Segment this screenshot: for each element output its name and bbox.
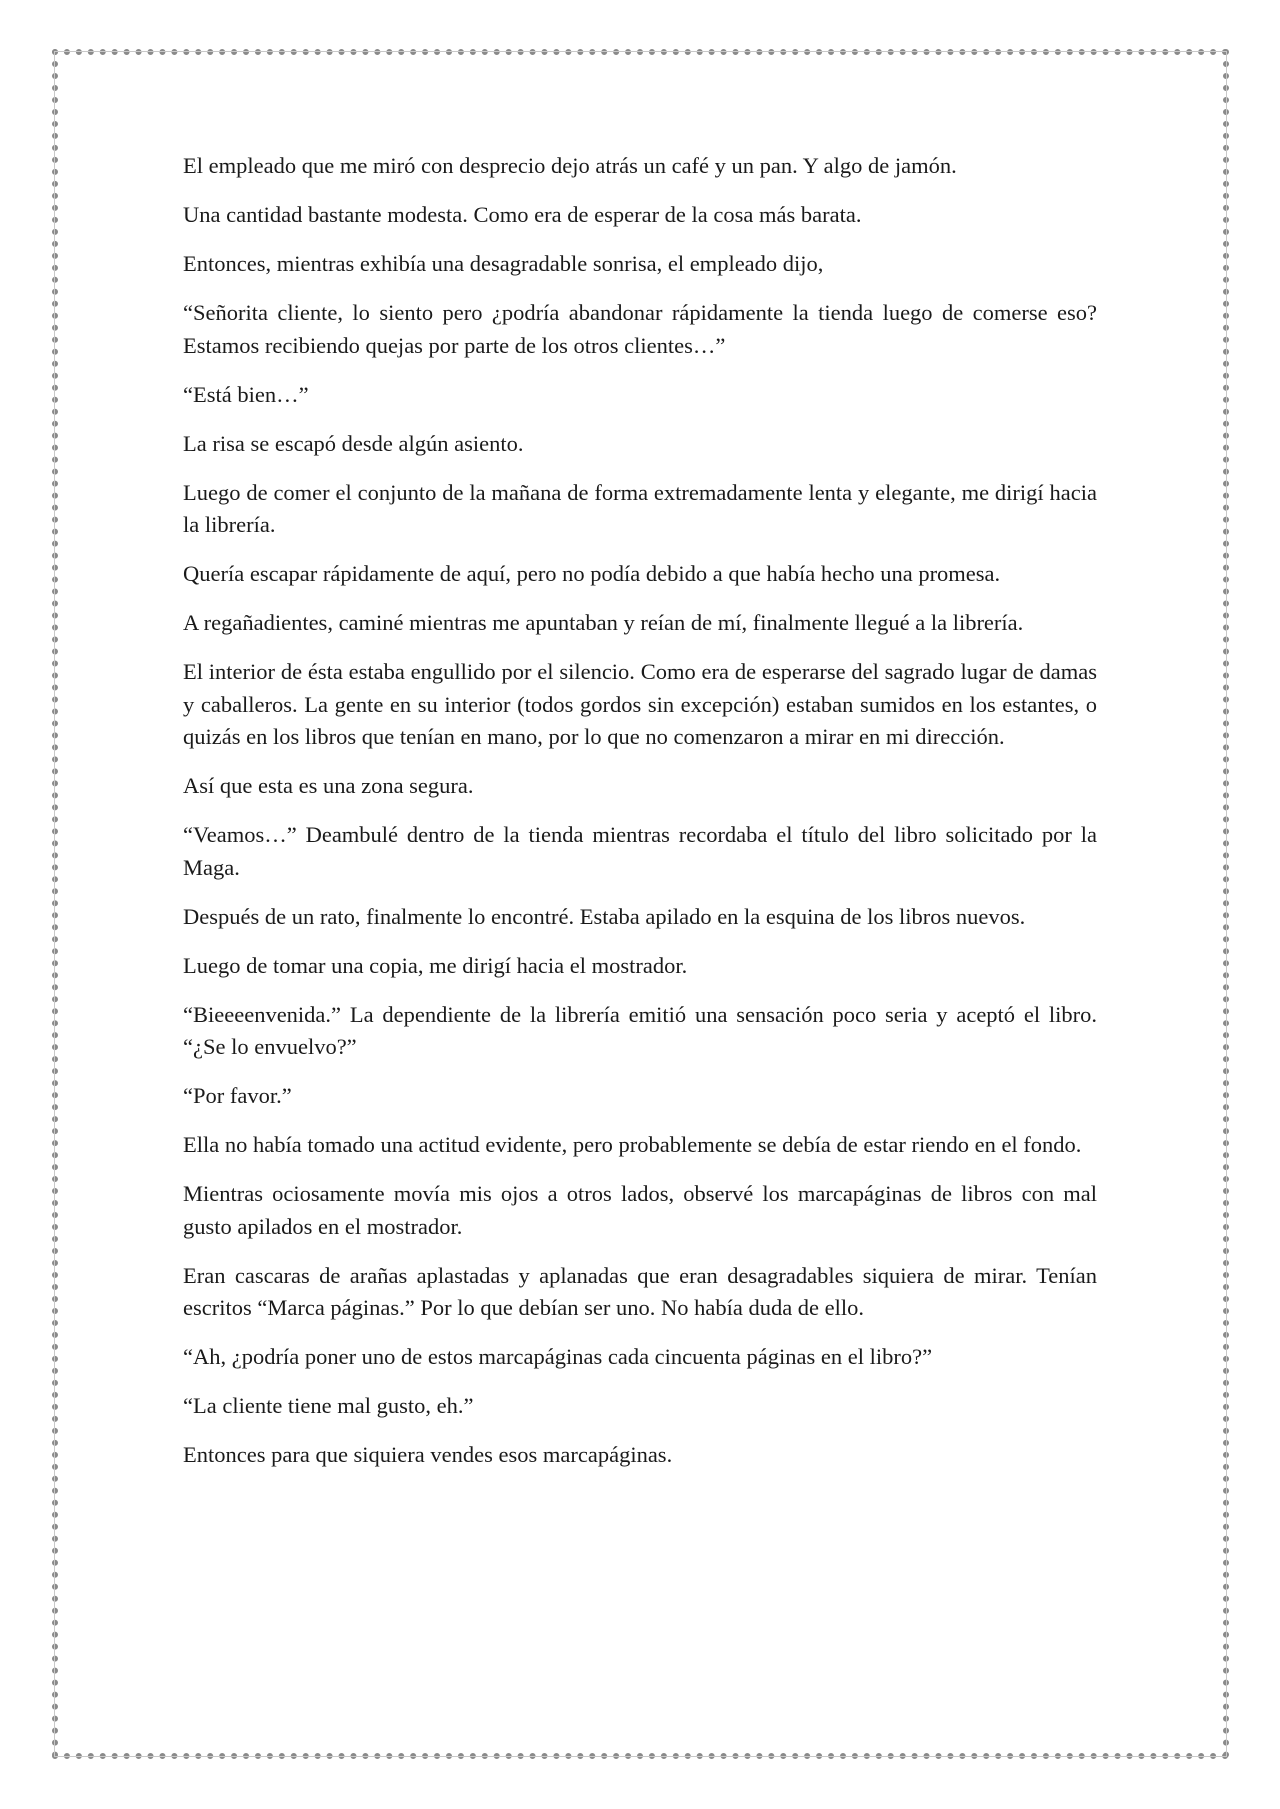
- paragraph: El interior de ésta estaba engullido por el silencio. Como era de esperarse del sagrado lugar de damas y caballeros. La gente en su interior (todos gordos sin excepción) estaban sumidos en los estantes, o quizás en los libros que tenían en mano, por lo que no comenzaron a mirar en mi dirección.: [183, 659, 1097, 749]
- paragraph: Luego de tomar una copia, me dirigí hacia el mostrador.: [183, 952, 688, 978]
- paragraph: “La cliente tiene mal gusto, eh.”: [183, 1393, 474, 1418]
- paragraph: Entonces para que siquiera vendes esos marcapáginas.: [183, 1442, 673, 1467]
- paragraph: A regañadientes, caminé mientras me apuntaban y reían de mí, finalmente llegué a la librería.: [183, 610, 1024, 635]
- paragraph: Eran cascaras de arañas aplastadas y aplanadas que eran desagradables siquiera de mirar. Tenían escritos “Marca páginas.” Por lo que debían ser uno. No había duda de ello.: [183, 1262, 1097, 1320]
- paragraph: La risa se escapó desde algún asiento.: [183, 430, 524, 456]
- paragraph: Así que esta es una zona segura.: [183, 773, 474, 798]
- paragraph: Quería escapar rápidamente de aquí, pero no podía debido a que había hecho una promesa.: [183, 561, 1001, 586]
- paragraph: “Veamos…” Deambulé dentro de la tienda mientras recordaba el título del libro solicitado por la Maga.: [183, 822, 1097, 880]
- paragraph: “Ah, ¿podría poner uno de estos marcapáginas cada cincuenta páginas en el libro?”: [183, 1344, 933, 1369]
- document-body: [183, 150, 1097, 1488]
- paragraph: “Bieeeenvenida.” La dependiente de la librería emitió una sensación poco seria y aceptó el libro. “¿Se lo envuelvo?”: [183, 1001, 1097, 1059]
- paragraph: Después de un rato, finalmente lo encontré. Estaba apilado en la esquina de los libros nuevos.: [183, 903, 1026, 929]
- paragraph: “Está bien…”: [183, 381, 309, 407]
- paragraph: Mientras ociosamente movía mis ojos a otros lados, observé los marcapáginas de libros con mal gusto apilados en el mostrador.: [183, 1181, 1097, 1239]
- paragraph: El empleado que me miró con desprecio dejo atrás un café y un pan. Y algo de jamón.: [183, 153, 957, 178]
- paragraph: Entonces, mientras exhibía una desagradable sonrisa, el empleado dijo,: [183, 251, 824, 276]
- paragraph: Ella no había tomado una actitud evidente, pero probablemente se debía de estar riendo en el fondo.: [183, 1132, 1082, 1157]
- paragraph: “Por favor.”: [183, 1083, 292, 1108]
- paragraph: Luego de comer el conjunto de la mañana de forma extremadamente lenta y elegante, me dirigí hacia la librería.: [183, 479, 1097, 537]
- paragraph: Una cantidad bastante modesta. Como era de esperar de la cosa más barata.: [183, 202, 862, 227]
- paragraph: “Señorita cliente, lo siento pero ¿podría abandonar rápidamente la tienda luego de comerse eso? Estamos recibiendo quejas por parte de los otros clientes…”: [183, 300, 1097, 358]
